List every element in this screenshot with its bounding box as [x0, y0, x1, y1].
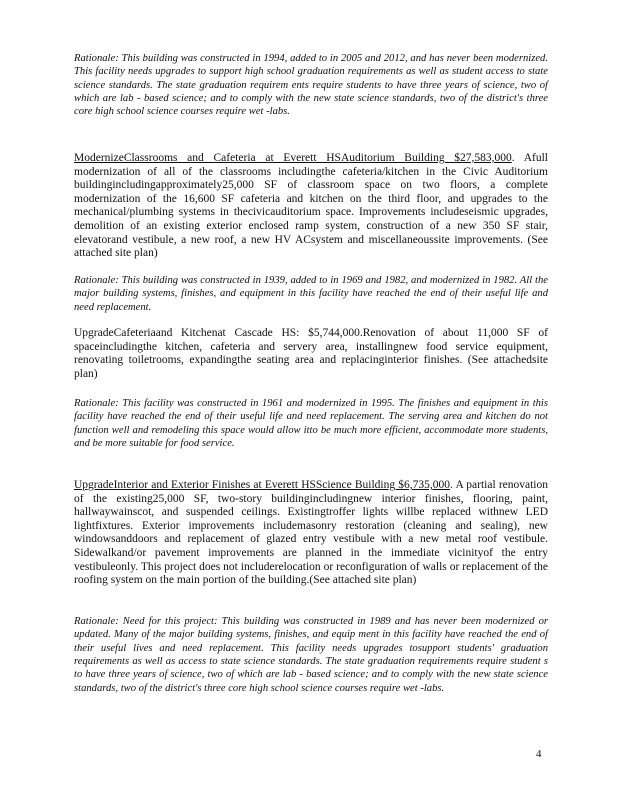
project-description-everett-science: . A partial renovation of the existing25,000 SF, two-story buildingincludingnew interior finishes, flooring, paint, hallwaywainscot, and suspended ceilings. Existingtroffer lights willbe replaced withnew LED lightfixtures. Exterior improvements includemasonry restoration (cleaning and sealing), new windowsanddoors and replacement of glazed entry vestibule with a new metal roof vestibule. Sidewalkand/or pavement improvements are planned in the immediate vicinityof the entry vestibuleonly. This project does not includerelocation or reconfiguration of walls or replacement of the roofing system on the main portion of the building.(See attached site plan) [74, 479, 549, 587]
rationale-paragraph-1: Rationale: This building was constructed in 1994, added to in 2005 and 2012, and has never been modernized. This facility needs upgrades to support high school graduation requirements as well as student access to state science standards. The state graduation requirem ents require students to have three years of science, two of which are lab - based science; and to comply with the new state science standards, two of the district's three core high school science courses require wet -labs. [74, 53, 548, 118]
project-paragraph-everett-science [74, 479, 548, 588]
project-paragraph-everett-auditorium [74, 152, 548, 261]
project-heading-everett-science: UpgradeInterior and Exterior Finishes at Everett HSScience Building $6,735,000 [74, 479, 451, 491]
rationale-paragraph-4: Rationale: Need for this project: This building was constructed in 1989 and has never been modernized or updated. Many of the major building systems, finishes, and equip ment in this facility have reached the end of their useful lives and need replacement. This facility needs upgrades tosupport students' graduation requirements as well as access to state science standards. The state graduation requirements require student s to have three years of science, two of which are lab - based science; and to comply with the new state science standards, two of the district's three core high school science courses require wet -labs. [74, 616, 548, 694]
page-number: 4 [536, 748, 542, 760]
project-heading-everett-auditorium: ModernizeClassrooms and Cafeteria at Everett HSAuditorium Building $27,583,000 [74, 152, 512, 164]
rationale-paragraph-2: Rationale: This building was constructed in 1939, added to in 1969 and 1982, and modernized in 1982. All the major building systems, finishes, and equipment in this facility have reached the end of their useful life and need replacement. [74, 275, 548, 313]
project-paragraph-cascade-cafeteria: UpgradeCafeteriaand Kitchenat Cascade HS: $5,744,000.Renovation of about 11,000 SF of spaceincludingthe kitchen, cafeteria and servery area, installingnew food service equipment, renovating toiletrooms, expandingthe seating area and replacinginterior finishes. (See attachedsite plan) [74, 327, 548, 380]
rationale-paragraph-3: Rationale: This facility was constructed in 1961 and modernized in 1995. The finishes and equipment in this facility have reached the end of their useful life and need replacement. The serving area and kitchen do not function well and remodeling this space would allow itto be much more efficient, accommodate more students, and be more suitable for food service. [74, 398, 548, 450]
project-description-everett-auditorium: . Afull modernization of all of the classrooms includingthe cafeteria/kitchen in the Civic Auditorium buildingincludingapproximately25,000 SF of classroom space on two floors, a complete modernization of the 16,600 SF cafeteria and kitchen on the third floor, and upgrades to the mechanical/plumbing systems in thecivicauditorium space. Improvements includeseismic upgrades, demolition of an existing exterior enclosed ramp system, construction of a new 350 SF stair, elevatorand vestibule, a new roof, a new HV ACsystem and miscellaneoussite improvements. (See attached site plan) [74, 152, 548, 260]
